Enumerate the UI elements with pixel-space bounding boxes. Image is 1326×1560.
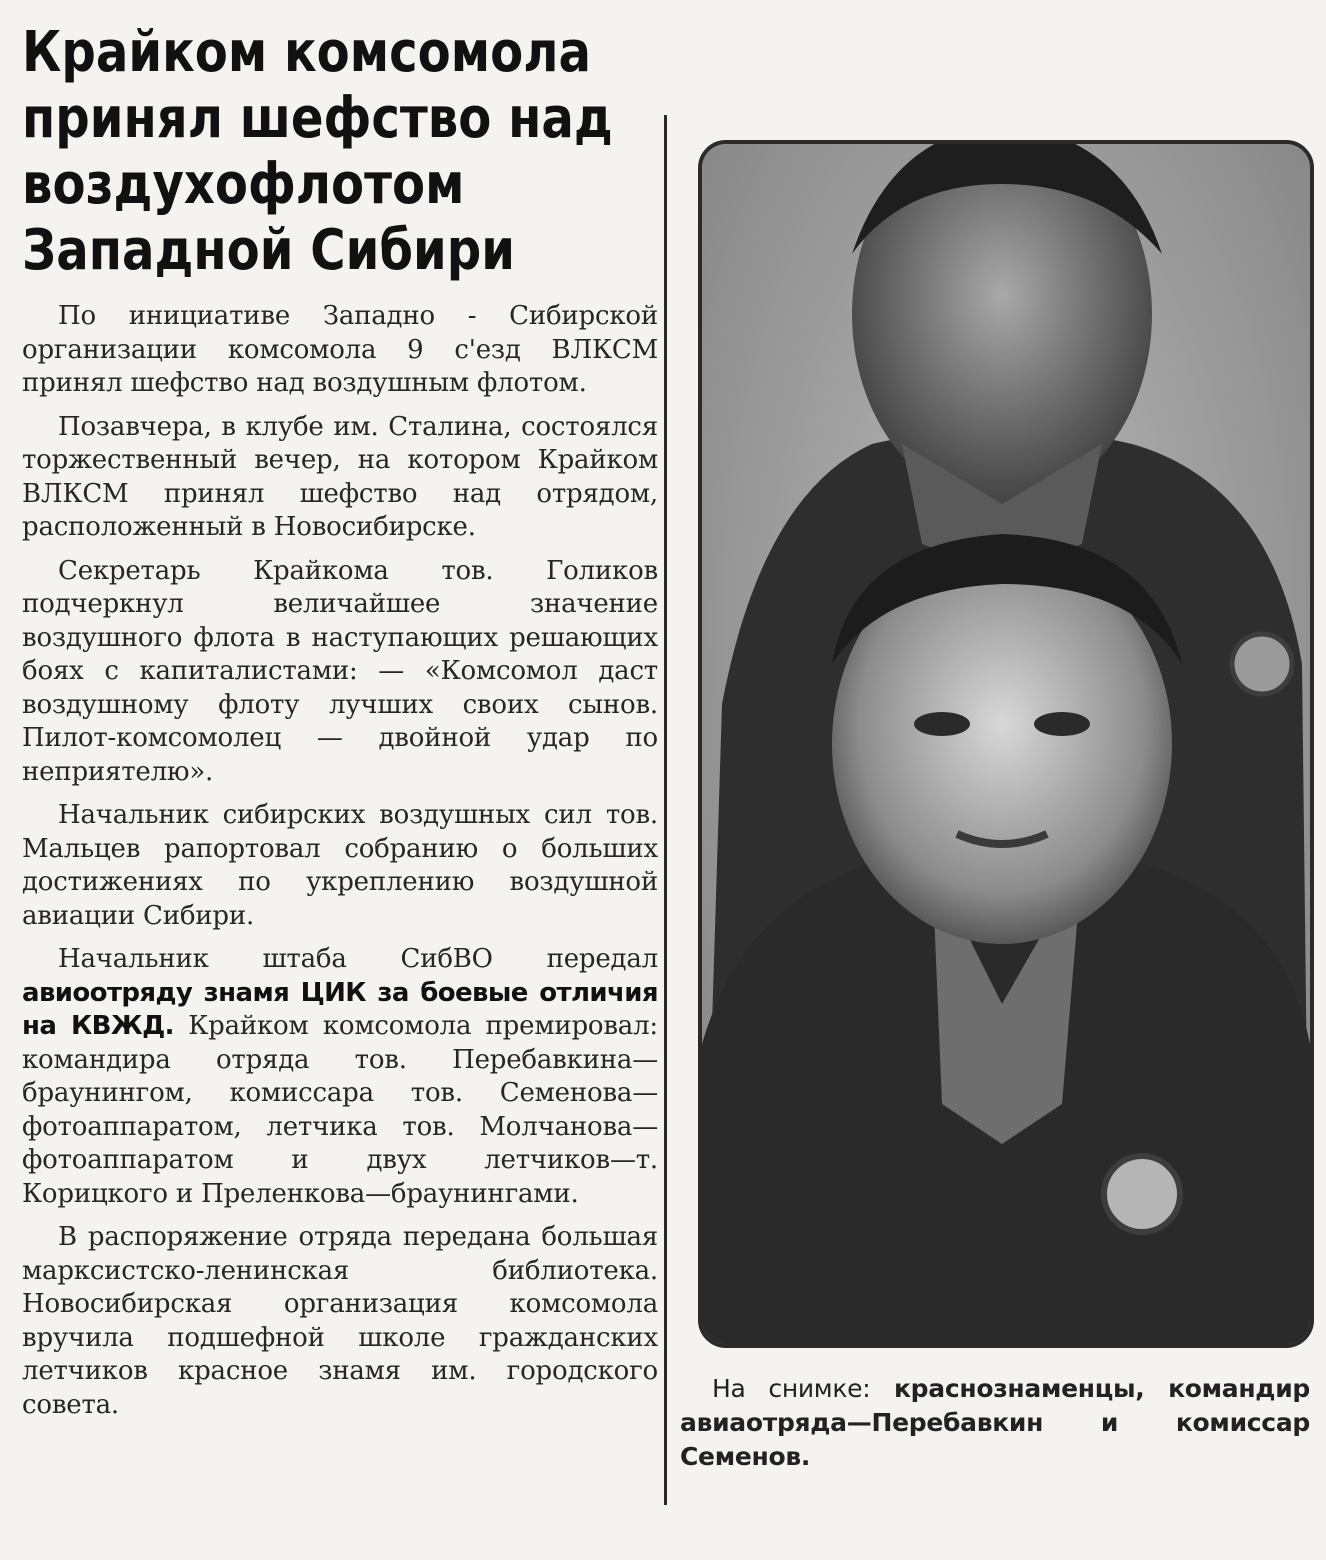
article-paragraph: Начальник сибирских воздушных сил тов. Мальцев рапортовал собранию о больших достижениях по укреплению воздушной авиации Сибири. (22, 800, 658, 931)
headline-line: Западной Сибири (22, 218, 515, 283)
article-paragraph (22, 943, 658, 1211)
front-figure-eye-right (1034, 712, 1090, 736)
insignia-badge (1232, 634, 1292, 694)
headline-line: Крайком комсомола (22, 20, 591, 85)
article-paragraph: По инициативе Западно - Сибирской организации комсомола 9 с'езд ВЛКСМ принял шефство над воздушным флотом. (22, 301, 658, 398)
paragraph-text: Крайком комсомола премировал: командира отряда тов. Перебавкина—браунингом, комиссара тов. Семенова—фотоаппаратом, летчика тов. Молчанова—фотоаппаратом и двух летчиков—т. Корицкого и Преленкова—браунингами. (22, 1011, 658, 1209)
article-paragraph: В распоряжение отряда передана большая марксистско-ленинская библиотека. Новосибирская организация комсомола вручила подшефной школе гражданских летчиков красное знамя им. городского совета. (22, 1222, 658, 1420)
paragraph-text: Начальник штаба СибВО передал (58, 944, 658, 974)
portrait-photo (698, 140, 1314, 1348)
photo-caption (680, 1372, 1310, 1474)
caption-lead: На снимке: (712, 1374, 871, 1403)
paragraph-bold-text: авиоотряду знамя ЦИК за боевые отличия на КВЖД. (22, 977, 658, 1041)
headline-line: воздухофлотом (22, 152, 465, 217)
front-figure-eye-left (914, 712, 970, 736)
caption-text: краснознаменцы, командир авиаотряда—Перебавкин и комиссар Семенов. (680, 1374, 1311, 1471)
headline (22, 20, 613, 284)
article-body (22, 300, 658, 1432)
headline-line: принял шефство над (22, 86, 613, 151)
portrait-illustration (702, 144, 1310, 1344)
article-paragraph: Позавчера, в клубе им. Сталина, состоялся торжественный вечер, на котором Крайком ВЛКСМ принял шефство над отрядом, расположенный в Новосибирске. (22, 411, 658, 542)
order-badge (1104, 1156, 1180, 1232)
article-paragraph: Секретарь Крайкома тов. Голиков подчеркнул величайшее значение воздушного флота в наступающих решающих боях с капиталистами: — «Комсомол даст воздушному флоту лучших своих сынов. Пилот-комсомолец — двойной удар по неприятелю». (22, 555, 658, 787)
column-divider (664, 115, 667, 1505)
